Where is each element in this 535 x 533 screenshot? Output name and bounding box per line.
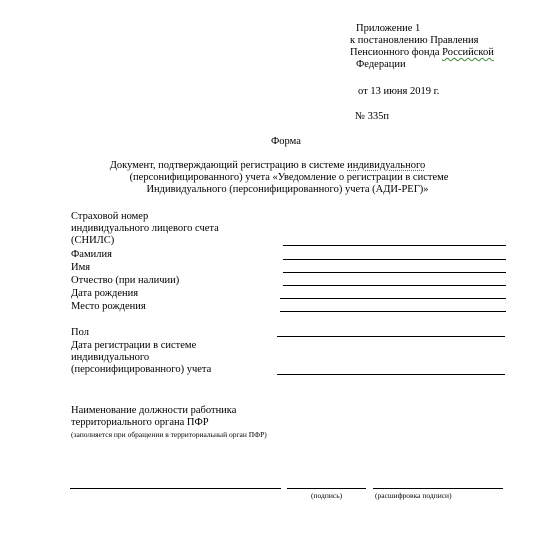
header-fund (350, 47, 494, 59)
doc-title-line1-text: Документ, подтверждающий регистрацию в системе (109, 160, 348, 171)
snils-label-3: (СНИЛС) (71, 235, 115, 246)
doc-title-line2: (персонифицированного) учета «Уведомление о регистрации в системе (129, 172, 449, 183)
snils-label-1: Страховой номер (71, 211, 149, 222)
header-federation: Федерации (356, 59, 406, 70)
snils-label-2: индивидуального лицевого счета (71, 223, 219, 234)
signature-decode-field[interactable] (373, 488, 503, 489)
signature-decode-caption: (расшифровка подписи) (375, 491, 452, 500)
form-label: Форма (271, 136, 301, 147)
header-number: № 335п (355, 111, 390, 122)
reg-date-label-2: индивидуального (71, 352, 150, 363)
doc-title-line1 (0, 160, 535, 172)
header-appendix: Приложение 1 (356, 23, 421, 34)
position-field[interactable] (70, 488, 281, 489)
header-date: от 13 июня 2019 г. (358, 86, 440, 97)
doc-title-line3: Индивидуального (персонифицированного) учета (АДИ-РЕГ)» (146, 184, 429, 195)
birth-place-field[interactable] (280, 311, 506, 312)
reg-date-field[interactable] (277, 374, 505, 375)
header-resolution: к постановлению Правления (350, 35, 479, 46)
reg-date-label-1: Дата регистрации в системе (71, 340, 197, 351)
signature-field[interactable] (287, 488, 366, 489)
employee-label-1: Наименование должности работника (71, 405, 237, 416)
employee-label-2: территориального органа ПФР (71, 417, 209, 428)
birth-date-label: Дата рождения (71, 288, 139, 299)
doc-title-line1-word: индивидуального (347, 160, 426, 171)
snils-field[interactable] (283, 245, 506, 246)
patronymic-field[interactable] (283, 285, 506, 286)
employee-note: (заполняется при обращении в территориальный орган ПФР) (71, 430, 267, 439)
signature-caption: (подпись) (311, 491, 343, 500)
reg-date-label-3: (персонифицированного) учета (71, 364, 212, 375)
patronymic-label: Отчество (при наличии) (71, 275, 180, 286)
gender-field[interactable] (277, 336, 505, 337)
name-label: Имя (71, 262, 91, 273)
name-field[interactable] (283, 272, 506, 273)
birth-place-label: Место рождения (71, 301, 146, 312)
birth-date-field[interactable] (280, 298, 506, 299)
gender-label: Пол (71, 327, 89, 338)
surname-label: Фамилия (71, 249, 112, 260)
header-fund-text: Пенсионного фонда (350, 47, 443, 58)
surname-field[interactable] (283, 259, 506, 260)
header-fund-russian: Российской (442, 47, 494, 58)
